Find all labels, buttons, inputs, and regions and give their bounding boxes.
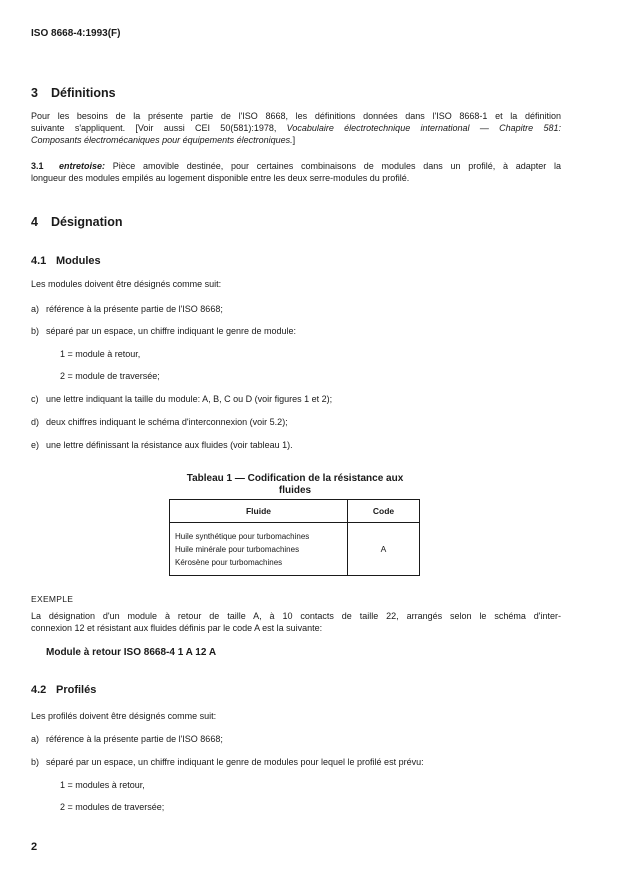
section-number: 3	[31, 86, 38, 100]
list-item-text: séparé par un espace, un chiffre indiquant le genre de modules pour lequel le profilé est prévu:	[46, 757, 424, 767]
list-item-text: référence à la présente partie de l'ISO 8668;	[46, 304, 223, 314]
fluid-entry: Huile minérale pour turbomachines	[175, 544, 300, 554]
list-item	[31, 325, 296, 337]
document-header: ISO 8668-4:1993(F)	[31, 28, 121, 39]
list-item-text: une lettre indiquant la taille du module: A, B, C ou D (voir figures 1 et 2);	[46, 394, 333, 404]
intro-line-2-text: suivante s'appliquent. [Voir aussi CEI 50(581):1978,	[31, 123, 287, 133]
list-item-label: e)	[31, 440, 40, 450]
caption-line-1: Tableau 1 — Codification de la résistance aux	[186, 473, 404, 484]
definition-term: entretoise:	[58, 161, 105, 171]
page-number: 2	[31, 841, 38, 853]
column-header-fluide: Fluide	[170, 500, 348, 523]
intro-line-2	[31, 122, 561, 134]
intro-line-3-bracket: ]	[292, 135, 296, 145]
fluid-entry: Kérosène pour turbomachines	[175, 557, 283, 567]
list-item	[31, 439, 293, 451]
list-item-label: a)	[31, 734, 40, 744]
section-title: Désignation	[51, 215, 123, 229]
subsection-title: Profilés	[56, 684, 97, 696]
example-label: EXEMPLE	[31, 594, 74, 604]
intro-line-2-italic: Vocabulaire électrotechnique international — Chapitre 581:	[286, 123, 561, 133]
sub-list-item: 1 = module à retour,	[60, 349, 141, 359]
sub-list-item: 2 = modules de traversée;	[60, 802, 165, 812]
example-designation: Module à retour ISO 8668-4 1 A 12 A	[46, 647, 217, 658]
example-line-2: connexion 12 et résistant aux fluides définis par le code A est la suivante:	[31, 623, 323, 633]
list-item-text: deux chiffres indiquant le schéma d'interconnexion (voir 5.2);	[46, 417, 288, 427]
list-item-label: d)	[31, 417, 40, 427]
list-item	[31, 756, 424, 768]
list-item-label: b)	[31, 326, 40, 336]
list-item-text: une lettre définissant la résistance aux fluides (voir tableau 1).	[46, 440, 293, 450]
definition-number: 3.1	[31, 161, 44, 171]
list-item	[31, 303, 223, 315]
profiles-intro: Les profilés doivent être désignés comme suit:	[31, 711, 217, 721]
definition-line-1	[31, 160, 561, 172]
section-title: Définitions	[51, 86, 116, 100]
section-3-heading	[31, 86, 116, 100]
code-cell: A	[348, 523, 420, 576]
section-4-heading	[31, 215, 123, 229]
fluid-entry: Huile synthétique pour turbomachines	[175, 531, 310, 541]
definition-text-1: Pièce amovible destinée, pour certaines combinaisons de modules dans un profilé, à adapter la	[112, 161, 561, 171]
table-1-caption	[170, 473, 420, 497]
column-header-code: Code	[348, 500, 420, 523]
list-item-label: c)	[31, 394, 39, 404]
example-text	[31, 610, 561, 634]
subsection-4-2-heading	[31, 684, 96, 696]
list-item-label: b)	[31, 757, 40, 767]
example-line-1: La désignation d'un module à retour de taille A, à 10 contacts de taille 22, arrangés selon le schéma d'inter-	[31, 611, 561, 621]
fluids-cell	[170, 523, 348, 576]
list-item	[31, 733, 223, 745]
list-item-text: référence à la présente partie de l'ISO 8668;	[46, 734, 223, 744]
caption-line-2: fluides	[278, 485, 312, 496]
table-1	[169, 499, 420, 576]
modules-intro: Les modules doivent être désignés comme suit:	[31, 279, 222, 289]
intro-line-3	[31, 134, 561, 146]
definition-line-2: longueur des modules empilés au logement disponible entre les deux serre-modules du profilé.	[31, 173, 410, 183]
list-item-label: a)	[31, 304, 40, 314]
subsection-number: 4.1	[31, 255, 47, 267]
list-item	[31, 393, 332, 405]
subsection-4-1-heading	[31, 255, 101, 267]
sub-list-item: 1 = modules à retour,	[60, 780, 145, 790]
table-row	[170, 523, 420, 576]
subsection-title: Modules	[56, 255, 101, 267]
intro-line-3-italic: Composants électromécaniques pour équipements électroniques.	[31, 135, 293, 145]
section-number: 4	[31, 215, 38, 229]
section-3-intro	[31, 110, 561, 146]
subsection-number: 4.2	[31, 684, 47, 696]
list-item-text: séparé par un espace, un chiffre indiquant le genre de module:	[46, 326, 297, 336]
sub-list-item: 2 = module de traversée;	[60, 371, 160, 381]
intro-line-1: Pour les besoins de la présente partie de l'ISO 8668, les définitions données dans l'ISO 8668-1 et la définition	[31, 111, 561, 121]
definition-3-1	[31, 160, 561, 184]
list-item	[31, 416, 288, 428]
